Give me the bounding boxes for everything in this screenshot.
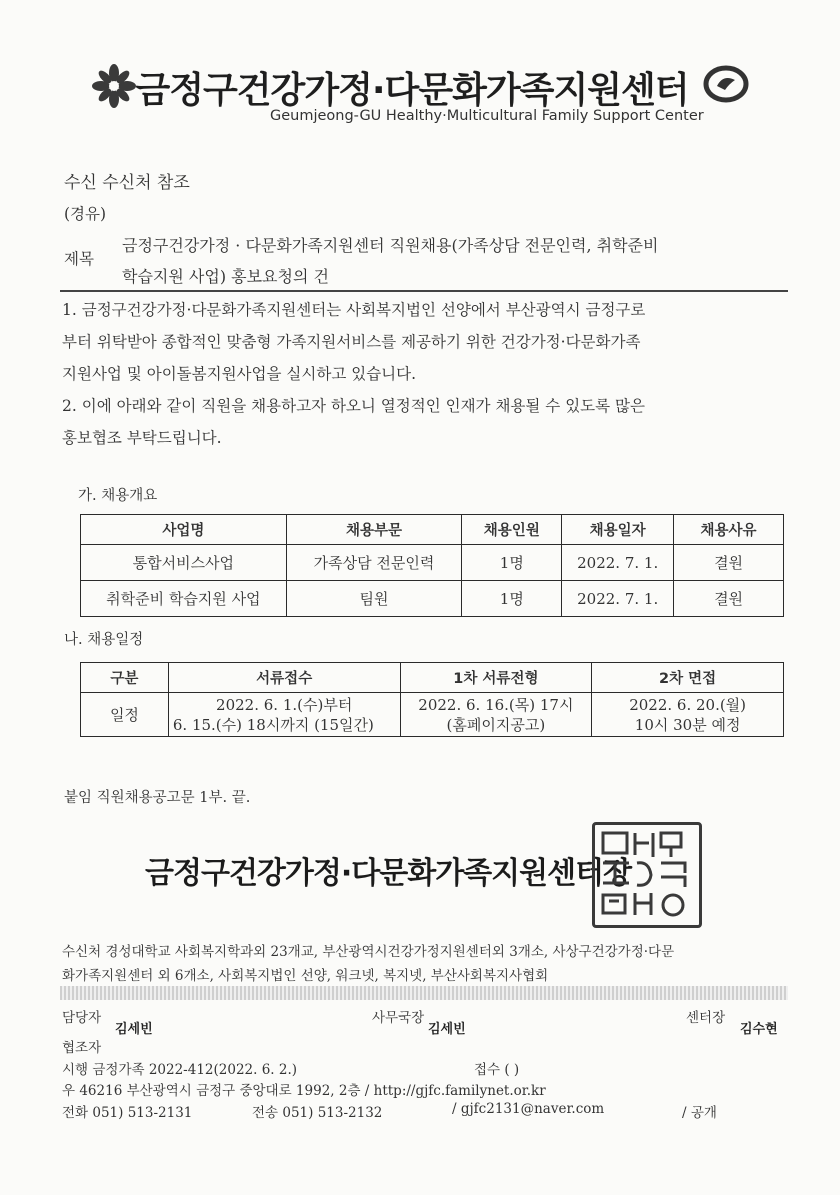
center-head-name: 김수현: [740, 1022, 778, 1037]
schedule-cell-line: 2022. 6. 1.(수)부터: [216, 695, 353, 714]
email-line: / gjfc2131@naver.com: [452, 1101, 605, 1117]
schedule-cell-line: 2022. 6. 20.(월): [629, 695, 747, 714]
table-cell: 2022. 7. 1.: [562, 545, 674, 581]
distribution-line-2: 화가족지원센터 외 6개소, 사회복지법인 선양, 워크넷, 복지넷, 부산사회복지사협회: [62, 968, 549, 984]
attachment-note: 붙임 직원채용공고문 1부. 끝.: [64, 790, 251, 806]
table-header-cell: 2차 면접: [592, 663, 784, 693]
receipt-line: 접수 ( ): [474, 1062, 520, 1078]
table-header-cell: 1차 서류전형: [400, 663, 592, 693]
center-head-label: 센터장: [686, 1010, 726, 1026]
subject-label: 제목: [64, 250, 94, 268]
table-header-cell: 채용부문: [286, 515, 462, 545]
hiring-overview-table: [80, 514, 784, 617]
table-header-cell: 구분: [81, 663, 169, 693]
table-row: [81, 693, 784, 737]
table-cell: 결원: [674, 545, 784, 581]
table-header-cell: 채용사유: [674, 515, 784, 545]
subject-divider: [60, 290, 788, 292]
schedule-cell-line: 6. 15.(수) 18시까지 (15일간): [172, 715, 374, 734]
table-cell: 2022. 7. 1.: [562, 581, 674, 617]
table-cell: [592, 693, 784, 737]
section-a-heading: 가. 채용개요: [78, 488, 158, 504]
paragraph-1-line-1: 1. 금정구건강가정·다문화가족지원센터는 사회복지법인 선양에서 부산광역시 금정구로: [62, 301, 646, 319]
table-cell: [168, 693, 400, 737]
table-cell: 가족상담 전문인력: [286, 545, 462, 581]
cooperator-label: 협조자: [62, 1040, 102, 1056]
organization-title: 금정구건강가정·다문화가족지원센터: [135, 70, 689, 111]
fax-line: 전송 051) 513-2132: [252, 1105, 383, 1121]
table-header-cell: 채용일자: [562, 515, 674, 545]
official-seal: [592, 822, 702, 928]
paragraph-2-line-2: 홍보협조 부탁드립니다.: [62, 429, 222, 447]
table-row: [81, 545, 784, 581]
table-cell: 1명: [462, 545, 562, 581]
schedule-cell-line: (홈페이지공고): [446, 715, 546, 734]
via-line: (경유): [64, 205, 107, 223]
table-row: [81, 581, 784, 617]
divider-bar: [60, 986, 788, 1000]
paragraph-1-line-2: 부터 위탁받아 종합적인 맞춤형 가족지원서비스를 제공하기 위한 건강가정·다문화가족: [62, 333, 641, 351]
hiring-schedule-table: [80, 662, 784, 737]
distribution-line-1: 수신처 경성대학교 사회복지학과외 23개교, 부산광역시건강가정지원센터외 3개소, 사상구건강가정·다문: [62, 944, 675, 960]
director-name: 김세빈: [428, 1022, 466, 1037]
phone-line: 전화 051) 513-2131: [62, 1105, 193, 1121]
subject-line-1: 금정구건강가정 · 다문화가족지원센터 직원채용(가족상담 전문인력, 취학준비: [122, 236, 659, 255]
paragraph-2-line-1: 2. 이에 아래와 같이 직원을 채용하고자 하오니 열정적인 인재가 채용될 수 있도록 많은: [62, 397, 645, 415]
table-header-cell: 채용인원: [462, 515, 562, 545]
table-header-cell: 서류접수: [168, 663, 400, 693]
schedule-cell-line: 10시 30분 예정: [634, 715, 741, 734]
subject-line-2: 학습지원 사업) 홍보요청의 건: [122, 267, 329, 286]
disclosure-line: / 공개: [682, 1105, 717, 1121]
table-cell: 팀원: [286, 581, 462, 617]
paragraph-1-line-3: 지원사업 및 아이돌봄지원사업을 실시하고 있습니다.: [62, 365, 417, 383]
paragraph-1: [62, 294, 645, 390]
table-cell: 일정: [81, 693, 169, 737]
drafter-label: 담당자: [62, 1010, 102, 1026]
schedule-cell-line: 2022. 6. 16.(목) 17시: [418, 695, 574, 714]
swirl-logo-icon: [703, 64, 749, 104]
table-header-row: [81, 663, 784, 693]
sender-signature: 금정구건강가정·다문화가족지원센터장: [145, 856, 632, 891]
table-cell: [400, 693, 592, 737]
director-label: 사무국장: [372, 1010, 425, 1026]
table-header-cell: 사업명: [81, 515, 287, 545]
table-cell: 결원: [674, 581, 784, 617]
drafter-name: 김세빈: [115, 1022, 153, 1037]
table-header-row: [81, 515, 784, 545]
recipient-line: 수신 수신처 참조: [64, 173, 190, 193]
table-cell: 취학준비 학습지원 사업: [81, 581, 287, 617]
paragraph-2: [62, 390, 645, 454]
organization-subtitle: Geumjeong-GU Healthy·Multicultural Family Support Center: [270, 108, 704, 124]
address-line: 우 46216 부산광역시 금정구 중앙대로 1992, 2층 / http://gjfc.familynet.or.kr: [62, 1083, 546, 1099]
enforcement-line: 시행 금정가족 2022-412(2022. 6. 2.): [62, 1062, 298, 1078]
table-cell: 통합서비스사업: [81, 545, 287, 581]
table-cell: 1명: [462, 581, 562, 617]
section-b-heading: 나. 채용일정: [64, 632, 144, 648]
